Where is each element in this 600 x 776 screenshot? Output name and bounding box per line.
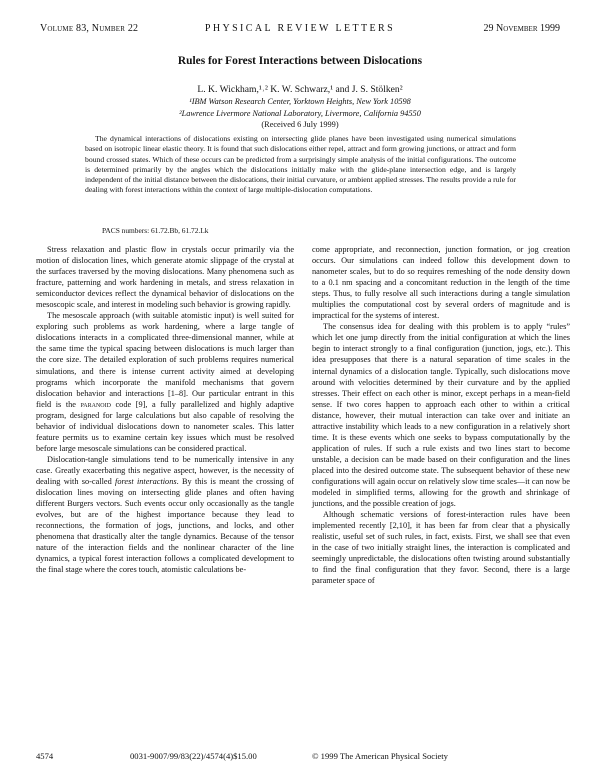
pacs-numbers: PACS numbers: 61.72.Bb, 61.72.Lk <box>102 226 209 235</box>
page-number: 4574 <box>36 751 54 761</box>
body-paragraph: The mesoscale approach (with suitable atomistic input) is well suited for exploring such problems as work hardening, where a large tangle of dislocations interacts in a complicated three-dimensional manner, while at the same time the typical spacing between dislocations is much larger than the core size. The detailed exploration of such problems requires numerical simulations, and there is intense current activity aimed at developing programs which incorporate the manifold mechanisms that govern dislocation behavior and interactions [1–8]. Our particular entrant in this field is the paranoid code [9], a fully parallelized and highly adaptive program, designed for large calculations but also capable of resolving the behavior of individual dislocations down to nanometer scales. This latter feature permits us to examine certain key issues which must be resolved before large mesoscale simulations can be considered practical. <box>36 311 294 453</box>
volume-number: Volume 83, Number 22 <box>40 23 139 34</box>
article-code: 0031-9007/99/83(22)/4574(4)$15.00 <box>130 751 257 761</box>
body-paragraph: Dislocation-tangle simulations tend to be numerically intensive in any case. Greatly exacerbating this negative aspect, however, is the necessity of dealing with so-called forest interactions. By this is meant the crossing of dislocation lines moving on intersecting glide planes and often having different Burgers vectors. Such events occur only occasionally as the tangle evolves, but are of the highest importance because they lead to reconnections, the formation of jogs, junctions, and locks, and other phenomena that drastically alter the tangle dynamics. Because of the tensor nature of the interaction fields and the nonlinear character of the line dynamics, a typical forest interaction follows a complicated development to the final stage where the cores touch, atomistic calculations be- <box>36 454 294 575</box>
paper-title: Rules for Forest Interactions between Dislocations <box>177 55 423 67</box>
body-paragraph: The consensus idea for dealing with this problem is to apply “rules” which let one jump directly from the initial configuration at which the lines begin to interact strongly to a final configuration (junction, jogs, etc.). This idea presupposes that there is a natural separation of time scales in the internal dynamics of a dislocation tangle. Typically, such dislocations move around with velocities determined by their curvature and by the applied stresses. Their effect on each other is minor, except perhaps in a mean-field sense. If two cores happen to approach each other to within a critical distance, however, their mutual interaction can take over and initiate an attractive instability which leads to a new configuration in a relatively short time. It is these events which one seeks to bypass computationally by the application of rules. If such a rule exists and two lines start to become unstable, a decision can be made based on their configuration and the lines placed into the desired outcome state. The subsequent behavior of these new configurations will again occur on relatively slow time scales—it can now be modeled in simplified terms, allowing for the growth and shrinkage of junctions, and the possible creation of jogs. <box>312 322 570 509</box>
page-footer <box>36 751 566 763</box>
author-list: L. K. Wickham,¹˒² K. W. Schwarz,¹ and J. S. Stölken² <box>197 84 403 95</box>
affiliation-1: ¹IBM Watson Research Center, Yorktown Heights, New York 10598 <box>189 97 411 106</box>
affiliation-2: ²Lawrence Livermore National Laboratory, Livermore, California 94550 <box>179 109 421 118</box>
emphasized-term: forest interactions <box>115 476 177 486</box>
body-paragraph: come appropriate, and reconnection, junction formation, or jog creation occurs. Our simulations can indeed follow this development down to nanometer scales, but to do so requires remeshing of the node density down to a 0.1 nm spacing and a concomitant reduction in the length of the time steps. Thus, to fully resolve all such interactions during a tangle simulation multiplies the computational cost by several orders of magnitude and is impractical for the systems of interest. <box>312 245 570 321</box>
code-name: paranoid <box>80 399 111 409</box>
body-paragraph: Although schematic versions of forest-interaction rules have been implemented recently [2,10], it has been far from clear that a physically realistic, useful set of such rules, in fact, exists. First, we shall see that even in the case of two initially straight lines, the interaction is complicated and seemingly unpredictable, the dislocations often twisting around substantially to find the final configuration that they favor. Second, there is a large parameter space of <box>312 510 570 586</box>
body-column-right <box>312 244 570 586</box>
running-head <box>40 23 560 37</box>
body-paragraph: Stress relaxation and plastic flow in crystals occur primarily via the motion of dislocation lines, which generate atomic slippage of the crystal at the surfaces traversed by the moving dislocations. Many phenomena such as fracture, patterning and work hardening in metals, and stress relaxation in semiconductor devices reflect the dynamical behavior of dislocations on the mesoscopic scale, and interest in modeling such behavior is growing rapidly. <box>36 245 294 310</box>
abstract: The dynamical interactions of dislocations existing on intersecting glide planes have been investigated using numerical simulations based on isotropic linear elastic theory. It is found that such dislocations either repel, attract and form growing junctions, or attract and form bound crossed states. Which of these occurs can be predicted from a surprisingly simple analysis of the initial configurations. The outcome is determined primarily by the angles which the dislocations initially make with the glide-plane intersection edge, and is largely independent of the initial distance between the dislocations, their initial curvature, or ambient applied stresses. The results provide a rule for dealing with forest interactions within the context of large multiple-dislocation computations. <box>85 134 516 195</box>
issue-date: 29 November 1999 <box>483 23 560 34</box>
received-date: (Received 6 July 1999) <box>261 120 339 129</box>
journal-name: PHYSICAL REVIEW LETTERS <box>204 23 396 34</box>
copyright-notice: © 1999 The American Physical Society <box>312 751 448 761</box>
body-column-left <box>36 244 294 575</box>
